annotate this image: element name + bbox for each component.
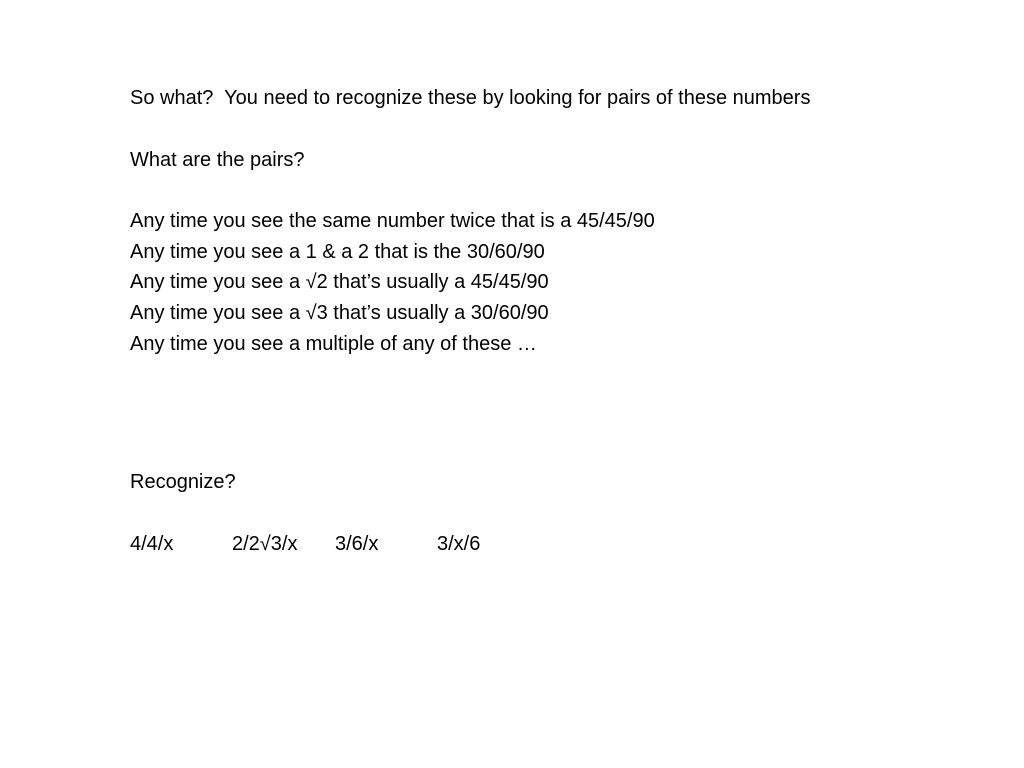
rule-line: Any time you see a 1 & a 2 that is the 30/60/90 xyxy=(130,241,545,263)
pairs-question: What are the pairs? xyxy=(130,149,305,171)
example-item: 2/2√3/x xyxy=(232,533,298,555)
intro-text: So what? You need to recognize these by looking for pairs of these numbers xyxy=(130,87,811,109)
rule-line: Any time you see a √2 that’s usually a 45/45/90 xyxy=(130,271,549,293)
example-triples xyxy=(130,532,550,556)
rule-line: Any time you see a √3 that’s usually a 30/60/90 xyxy=(130,302,549,324)
rule-line: Any time you see a multiple of any of these … xyxy=(130,333,537,355)
example-item: 3/6/x xyxy=(335,533,379,555)
example-item: 4/4/x xyxy=(130,533,174,555)
rule-line: Any time you see the same number twice that is a 45/45/90 xyxy=(130,210,655,232)
recognize-prompt: Recognize? xyxy=(130,471,236,493)
example-item: 3/x/6 xyxy=(437,533,481,555)
